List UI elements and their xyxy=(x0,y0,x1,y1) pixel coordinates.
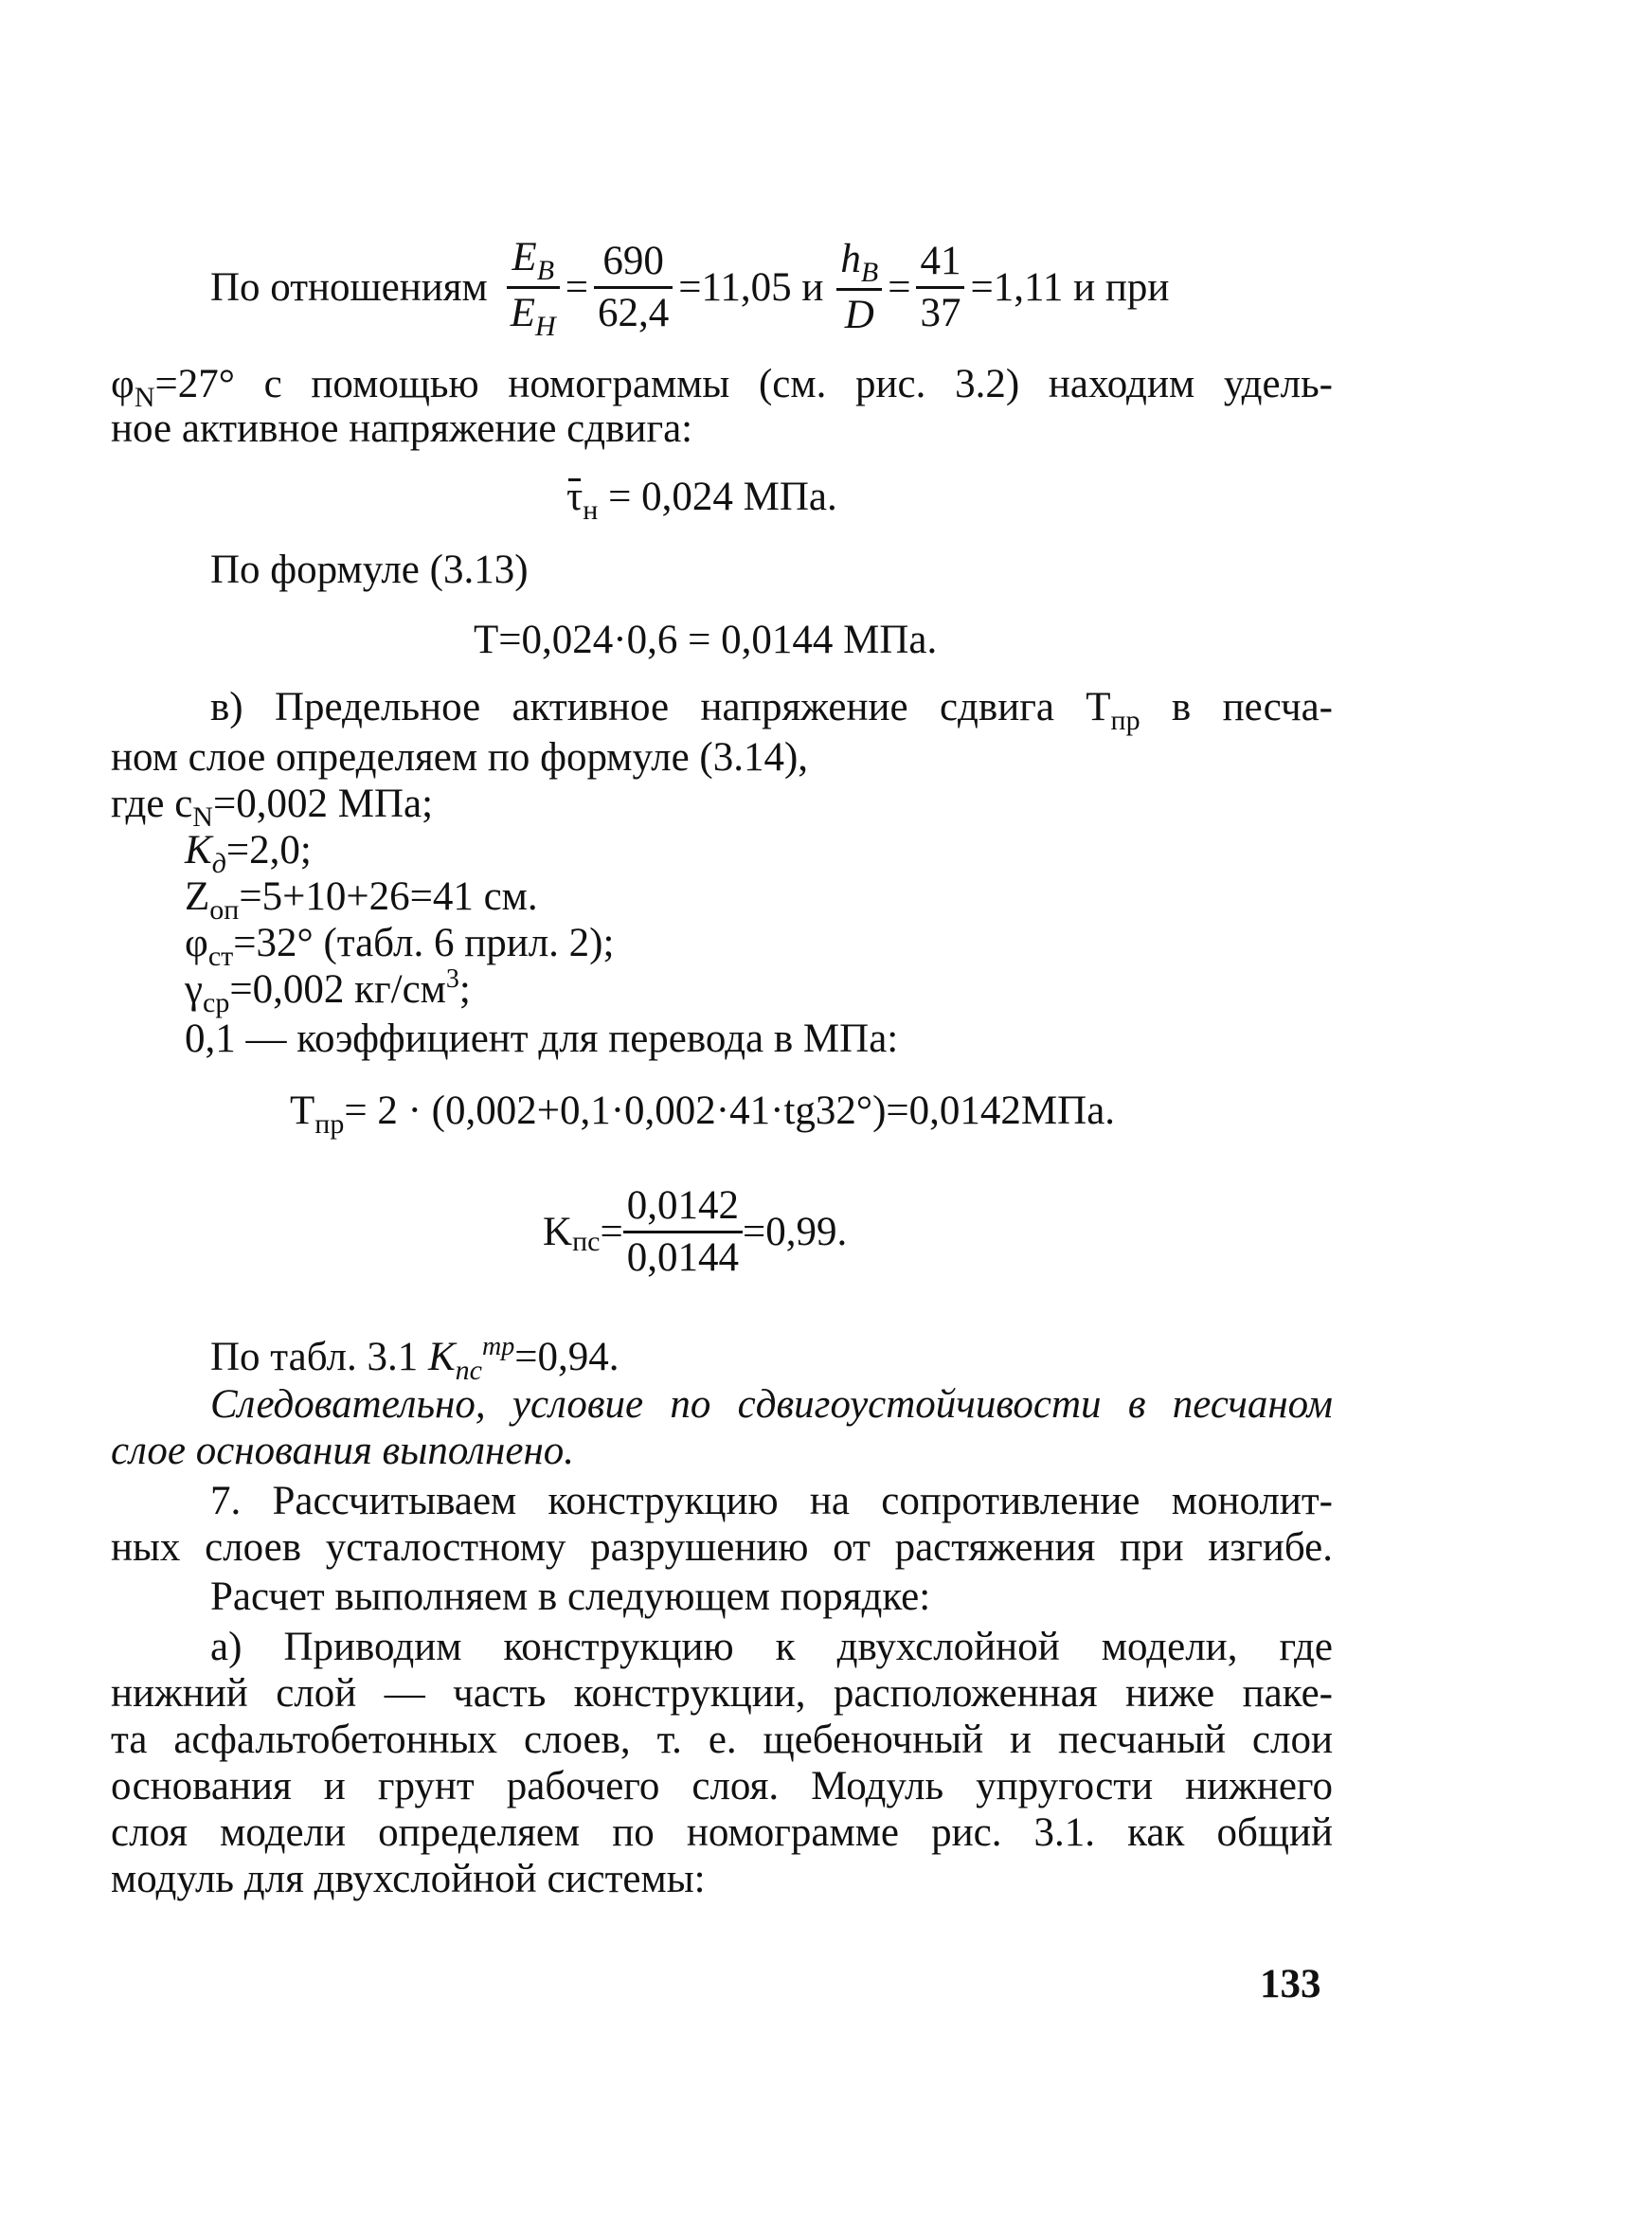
param-phi: $\varphi_{ст}=32^\circ$ (табл. 6 прил. 2); xyxy=(185,921,615,972)
para-a-line4: основания и грунт рабочего слоя. Модуль упругости нижнего xyxy=(111,1764,1333,1808)
formula-ref: По формуле (3.13) xyxy=(210,548,529,592)
para-a-line6: модуль для двухслойной системы: xyxy=(111,1857,706,1901)
para7-line1: 7. Рассчитываем конструкцию на сопротивление монолит- xyxy=(210,1479,1333,1523)
para-a-line5: слоя модели определяем по номограмме рис. 3.1. как общий xyxy=(111,1810,1333,1855)
ratio-line xyxy=(210,230,1169,344)
fraction-kps: $\frac{0,0142}{0,0144}$ xyxy=(623,1183,743,1281)
para7-line2: ных слоев усталостному разрушению от растяжения при изгибе. xyxy=(111,1525,1333,1570)
ratio-mid: =11,05 и xyxy=(678,264,824,310)
conclusion-line1: Следовательно, условие по сдвигоустойчивости в песчаном xyxy=(210,1382,1333,1427)
fraction-690-624: $\frac{690}{62,4}$ xyxy=(594,239,673,336)
ratio-suffix: =1,11 и при xyxy=(970,264,1170,310)
t-equation: T=0,024·0,6 = 0,0144 МПа. xyxy=(474,618,938,662)
param-zop: $Z_{оп}=5+10+26=41$ см. xyxy=(185,874,538,926)
param-kd: $K_д=2,0$; xyxy=(185,828,312,879)
fraction-hb-d: $\frac{h_B}{D}$ xyxy=(836,237,882,338)
order-line: Расчет выполняем в следующем порядке: xyxy=(210,1574,931,1619)
tpr-equation: $T_{пр}= 2 \cdot (0,002+0,1\cdot 0,002\cdot 41\cdot tg32^\circ)=0,0142МПа$. xyxy=(290,1089,1116,1140)
equals-sign: = xyxy=(565,264,588,310)
para1-line2: ное активное напряжение сдвига: xyxy=(111,406,693,451)
table-ref: По табл. 3.1 $K_{пс}^{тр}=0,94$. xyxy=(210,1332,620,1386)
para-b-line1: в) Предельное активное напряжение сдвига $T_{пр}$ в песча- xyxy=(210,685,1333,736)
para-b-line2: ном слое определяем по формуле (3.14), xyxy=(111,735,809,780)
param-cn: где $c_N=0,002$ МПа; xyxy=(111,782,434,833)
kps-equation: K пс = $\frac{0,0142}{0,0144}$ =0,99. xyxy=(543,1182,848,1280)
param-gamma: $\gamma_{ср}=0,002$ $кг/см^3$; xyxy=(185,964,471,1018)
fraction-41-37: $\frac{41}{37}$ xyxy=(916,239,964,336)
para-a-line1: а) Приводим конструкцию к двухслойной модели, где xyxy=(210,1625,1333,1669)
ratio-prefix: По отношениям xyxy=(210,264,488,310)
tau-equation: $\tau_н = 0,024$ МПа. xyxy=(566,475,837,526)
conclusion-line2: слое основания выполнено. xyxy=(111,1429,575,1473)
page-number: 133 xyxy=(1260,1962,1321,2006)
para-a-line3: та асфальтобетонных слоев, т. е. щебеночный и песчаный слои xyxy=(111,1718,1333,1762)
para-a-line2: нижний слой — часть конструкции, расположенная ниже паке- xyxy=(111,1671,1333,1716)
param-coef: 0,1 — коэффициент для перевода в МПа: xyxy=(185,1017,899,1061)
fraction-eb-eh: $\frac{E_B}{E_H}$ xyxy=(507,235,560,340)
equals-sign: = xyxy=(888,264,911,310)
para1-line1: $\varphi_N=27^\circ$ с помощью номограммы (см. рис. 3.2) находим удель- xyxy=(111,362,1333,413)
